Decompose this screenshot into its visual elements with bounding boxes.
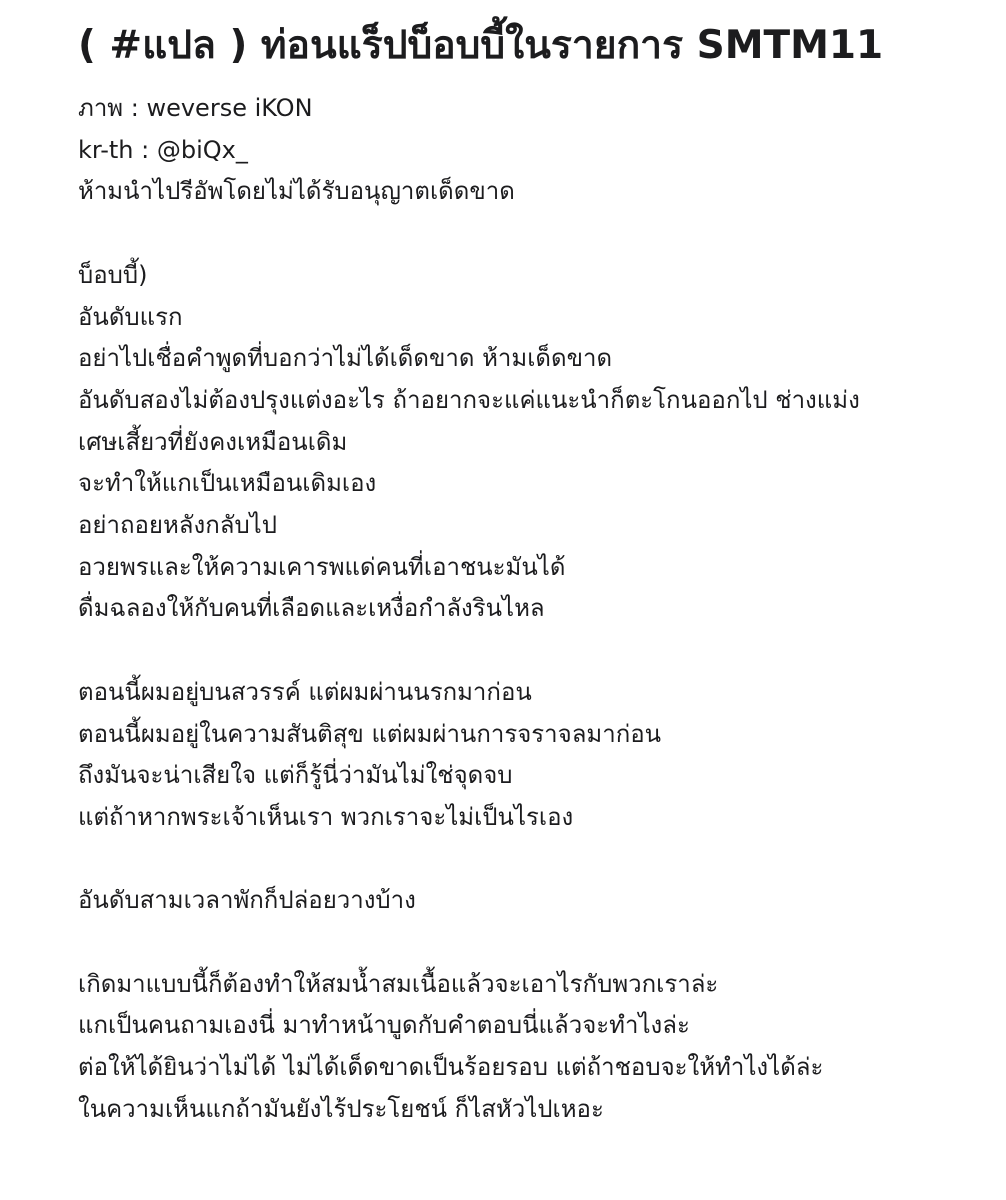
blank-line xyxy=(78,922,986,964)
blank-line xyxy=(78,839,986,881)
note-line: อย่าถอยหลังกลับไป xyxy=(78,511,277,540)
note-line: แต่ถ้าหากพระเจ้าเห็นเรา พวกเราจะไม่เป็นไรเอง xyxy=(78,802,574,831)
note-line: ตอนนี้ผมอยู่ในความสันติสุข แต่ผมผ่านการจราจลมาก่อน xyxy=(78,719,662,748)
note-line: เกิดมาแบบนี้ก็ต้องทำให้สมน้ำสมเนื้อแล้วจะเอาไรกับพวกเราล่ะ xyxy=(78,969,719,998)
note-line: อันดับสามเวลาพักก็ปล่อยวางบ้าง xyxy=(78,886,416,915)
note-line: ต่อให้ได้ยินว่าไม่ได้ ไม่ได้เด็ดขาดเป็นร้อยรอบ แต่ถ้าชอบจะให้ทำไงได้ล่ะ xyxy=(78,1053,824,1082)
note-line: แกเป็นคนถามเองนี่ มาทำหน้าบูดกับคำตอบนี่แล้วจะทำไงล่ะ xyxy=(78,1011,690,1040)
note-line: บ็อบบี้) xyxy=(78,260,148,289)
note-line: ถึงมันจะน่าเสียใจ แต่ก็รู้นี่ว่ามันไม่ใช่จุดจบ xyxy=(78,761,513,790)
note-line: อันดับสองไม่ต้องปรุงแต่งอะไร ถ้าอยากจะแค่แนะนำก็ตะโกนออกไป ช่างแม่ง xyxy=(78,385,860,414)
note-content xyxy=(78,18,986,1131)
note-line: อันดับแรก xyxy=(78,302,183,331)
note-line: kr-th : @biQx_ xyxy=(78,135,248,164)
note-line: ดื่มฉลองให้กับคนที่เลือดและเหงื่อกำลังรินไหล xyxy=(78,594,545,623)
note-line: เศษเสี้ยวที่ยังคงเหมือนเดิม xyxy=(78,427,348,456)
note-title: ( #แปล ) ท่อนแร็ปบ็อบบี้ในรายการ SMTM11 xyxy=(78,23,884,68)
note-line: ห้ามนำไปรีอัพโดยไม่ได้รับอนุญาตเด็ดขาด xyxy=(78,177,515,206)
note-line: อวยพรและให้ความเคารพแด่คนที่เอาชนะมันได้ xyxy=(78,552,566,581)
blank-line xyxy=(78,213,986,255)
note-line: ภาพ : weverse iKON xyxy=(78,94,313,122)
note-line: ตอนนี้ผมอยู่บนสวรรค์ แต่ผมผ่านนรกมาก่อน xyxy=(78,677,532,706)
note-line: ในความเห็นแกถ้ามันยังไร้ประโยชน์ ก็ไสหัวไปเหอะ xyxy=(78,1094,604,1123)
blank-line xyxy=(78,630,986,672)
note-line: อย่าไปเชื่อคำพูดที่บอกว่าไม่ได้เด็ดขาด ห้ามเด็ดขาด xyxy=(78,344,613,373)
note-line: จะทำให้แกเป็นเหมือนเดิมเอง xyxy=(78,469,377,498)
note-body xyxy=(78,88,986,1131)
